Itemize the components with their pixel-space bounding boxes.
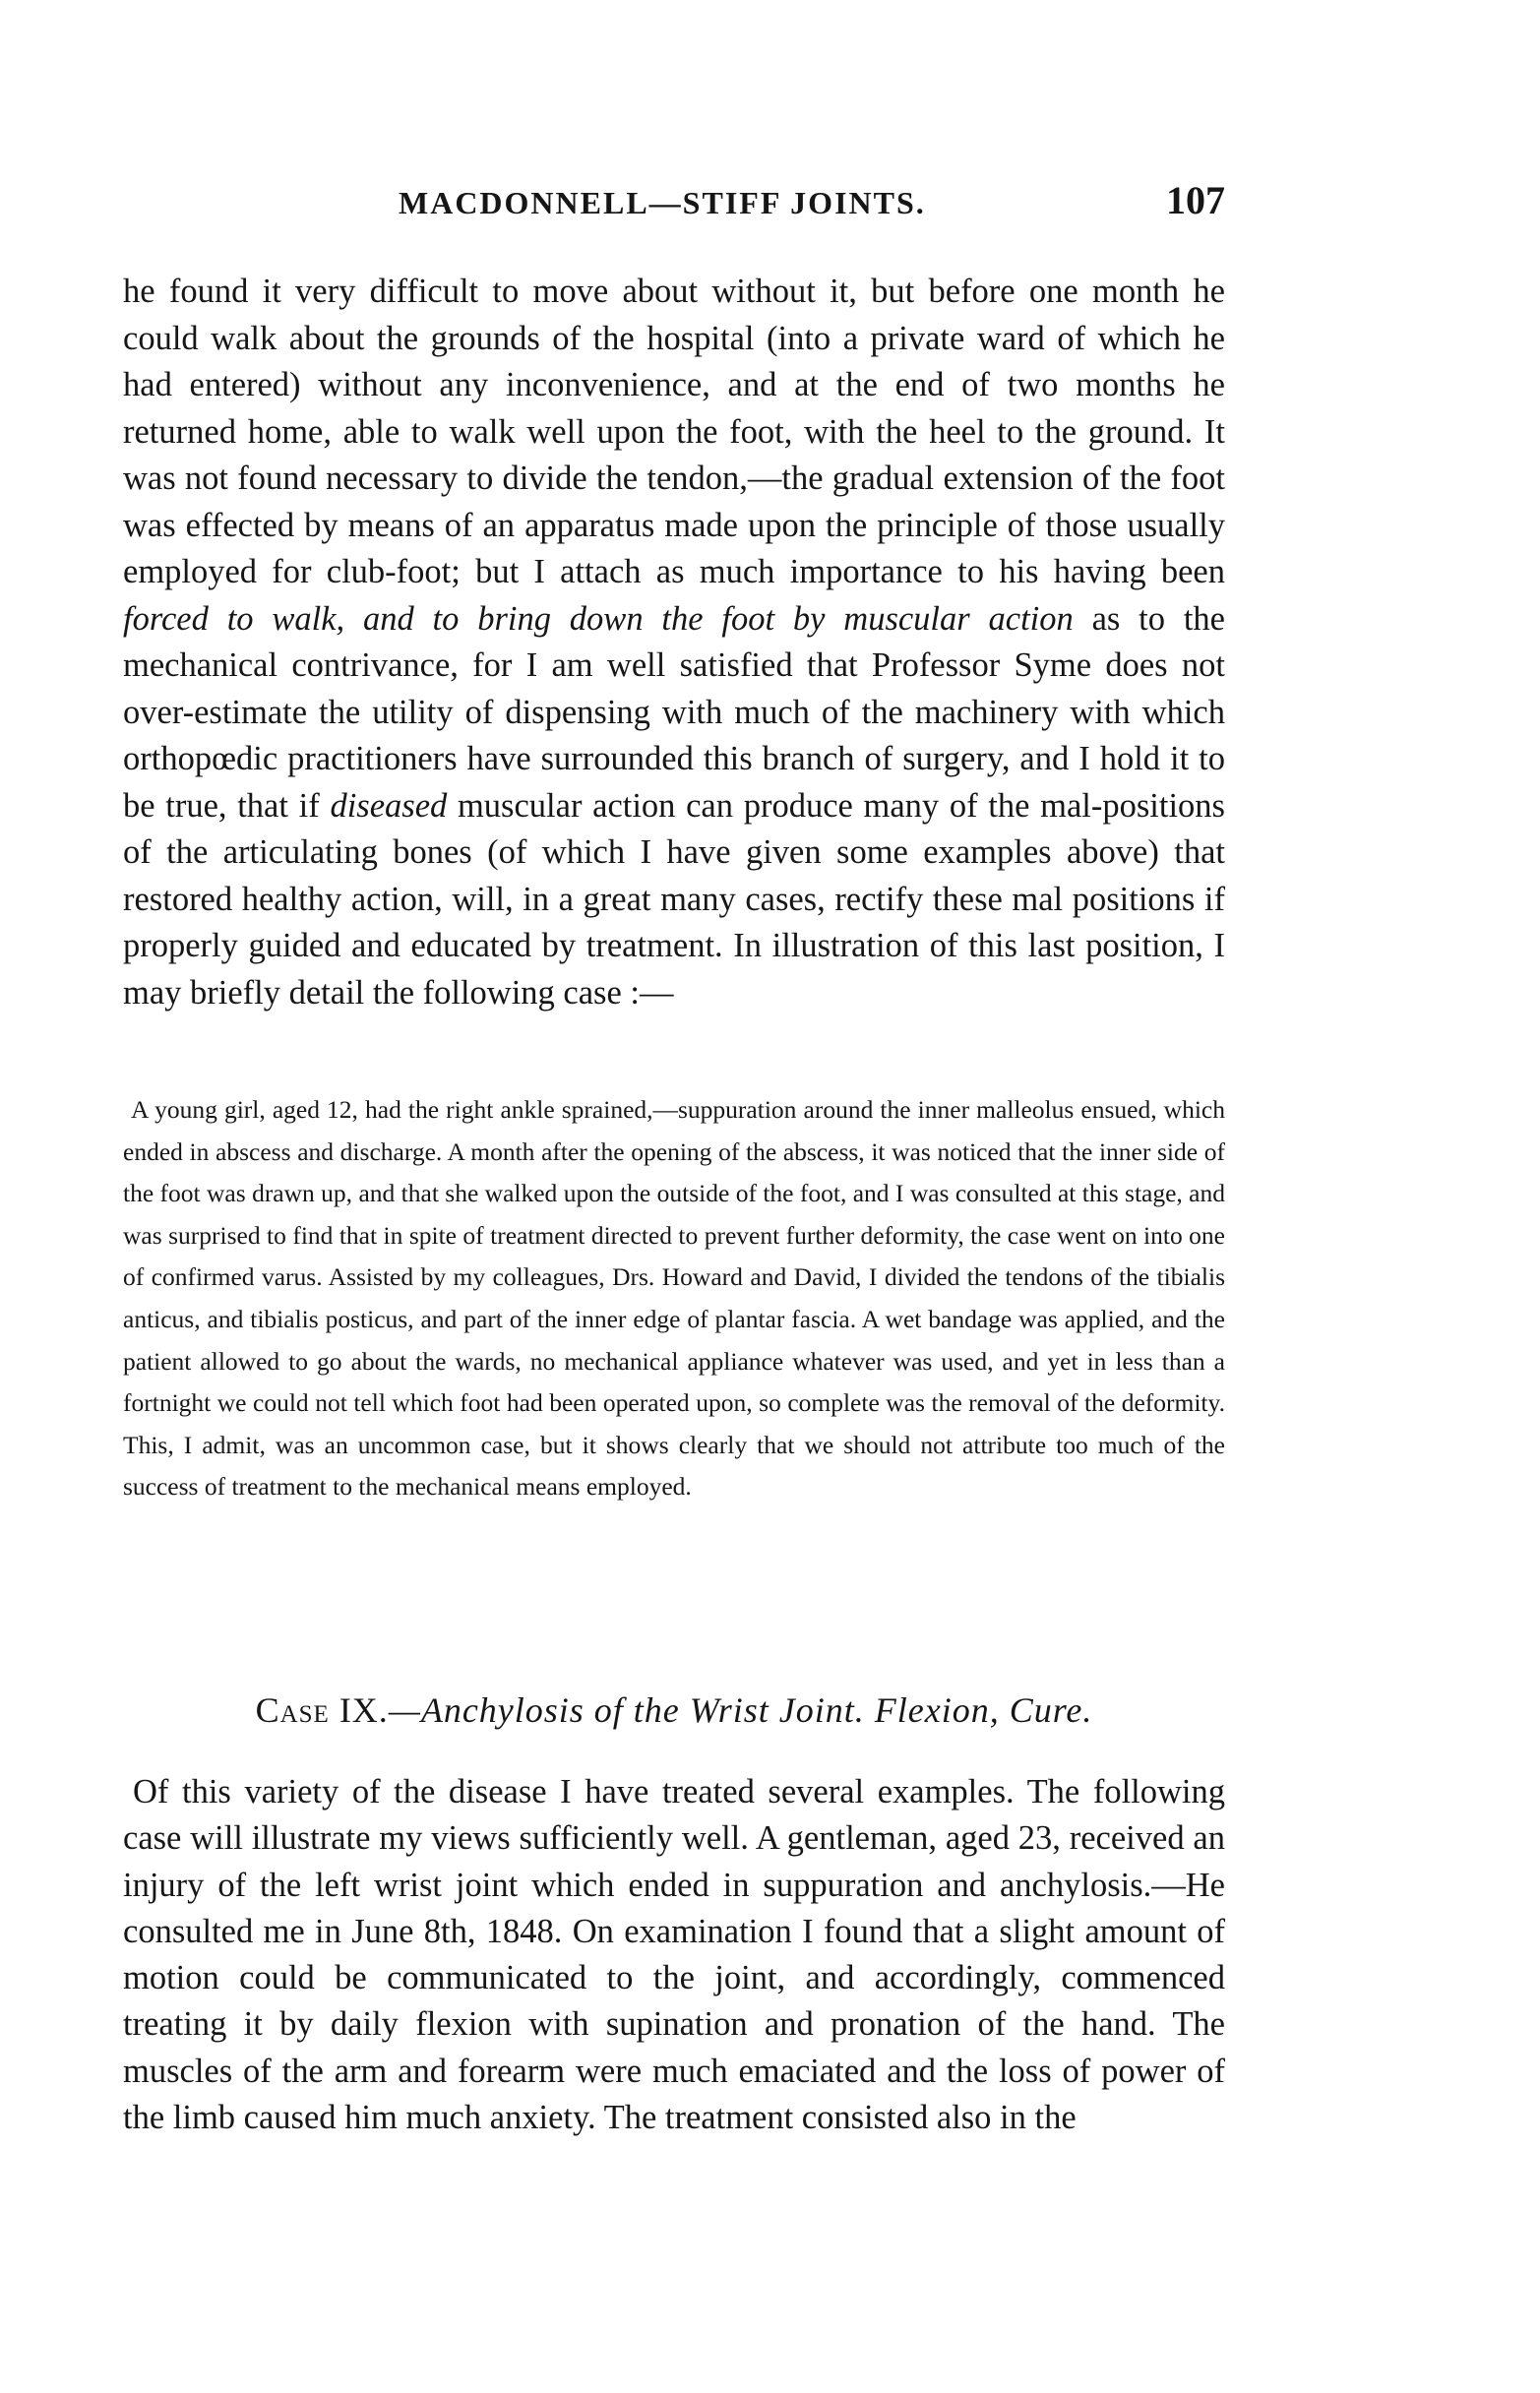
italic-phrase: forced to walk, and to bring down the foot by muscular action <box>123 599 1074 638</box>
page-number: 107 <box>1166 178 1225 222</box>
case-note: A young girl, aged 12, had the right ankle sprained,—suppuration around the inner malleolus ensued, which ended in abscess and discharge. A month after the opening of the abscess, it was noticed that the inner side of the foot was drawn up, and that she walked upon the outside of the foot, and I was consulted at this stage, and was surprised to find that in spite of treatment directed to prevent further deformity, the case went on into one of confirmed varus. Assisted by my colleagues, Drs. Howard and David, I divided the tendons of the tibialis anticus, and tibialis posticus, and part of the inner edge of plantar fascia. A wet bandage was applied, and the patient allowed to go about the wards, no mechanical appliance whatever was used, and yet in less than a fortnight we could not tell which foot had been operated upon, so complete was the removal of the deformity. This, I admit, was an uncommon case, but it shows clearly that we should not attribute too much of the success of treatment to the mechanical means employed. <box>123 1095 1225 1502</box>
case-heading <box>123 1689 1225 1731</box>
italic-word: diseased <box>330 786 448 825</box>
paragraph-text: muscular action can produce many of the mal-positions of the articulating bones (of which I have given some examples above) that restored healthy action, will, in a great many cases, rectify these mal positions if properly guided and educated by treatment. In illustration of this last position, I may briefly detail the following case :— <box>123 786 1225 1012</box>
body-paragraph-2: Of this variety of the disease I have treated several examples. The following case will illustrate my views sufficiently well. A gentleman, aged 23, received an injury of the left wrist joint which ended in suppuration and anchylosis.—He consulted me in June 8th, 1848. On examination I found that a slight amount of motion could be communicated to the joint, and accordingly, commenced treating it by daily flexion with supination and pronation of the hand. The muscles of the arm and forearm were much emaciated and the loss of power of the limb caused him much anxiety. The treatment consisted also in the <box>123 1773 1225 2137</box>
running-head: MACDONNELL—STIFF JOINTS. <box>399 185 926 220</box>
paragraph-text: as to the mechanical contrivance, for I am well satisfied that Professor Syme does not over-estimate the utility of dispensing with much of the machinery with which orthopœdic practitioners have surrounded this branch of surgery, and I hold it to be true, that if <box>123 599 1225 825</box>
body-paragraph <box>123 269 1225 1016</box>
paragraph-text: he found it very difficult to move about without it, but before one month he could walk about the grounds of the hospital (into a private ward of which he had entered) without any inconvenience, and at the end of two months he returned home, able to walk well upon the foot, with the heel to the ground. It was not found necessary to divide the tendon,—the gradual extension of the foot was effected by means of an apparatus made upon the principle of those usually employed for club-foot; but I attach as much importance to his having been <box>123 273 1225 590</box>
case-label: Case IX. <box>255 1690 389 1730</box>
page-header <box>123 177 1225 236</box>
case-title: —Anchylosis of the Wrist Joint. Flexion, Cure. <box>388 1690 1093 1730</box>
